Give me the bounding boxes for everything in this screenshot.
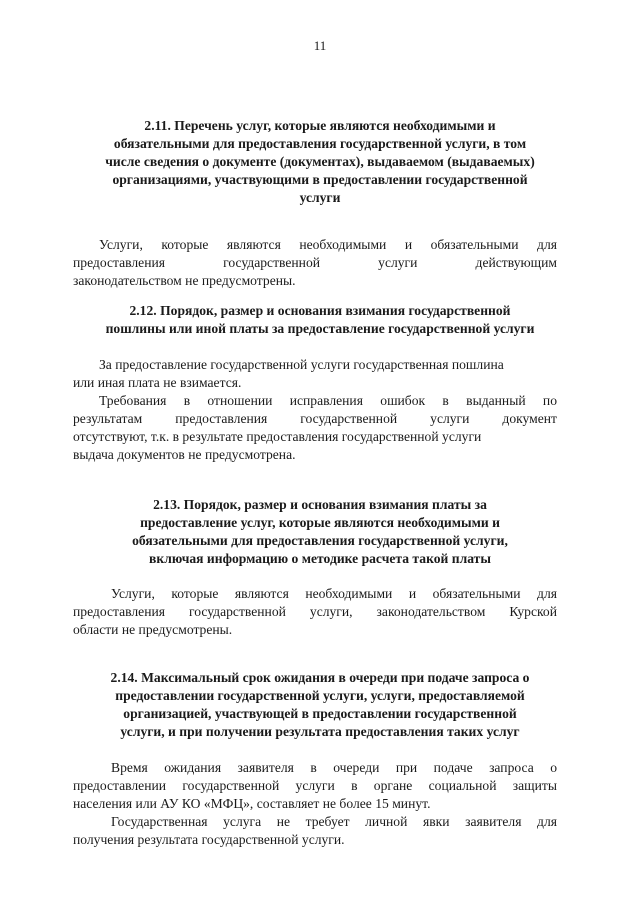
title-line: обязательными для предоставления государственной услуги, в том [113,136,527,151]
title-line: 2.12. Порядок, размер и основания взимания государственной [129,303,511,318]
section-2-12-title [60,302,580,338]
section-2-12-paragraph-1 [73,356,557,392]
text-line: области не предусмотрены. [73,622,233,637]
title-line: включая информацию о методике расчета такой платы [149,551,491,566]
text-line: отсутствуют, т.к. в результате предоставления государственной услуги [73,429,482,444]
text-line: Государственная услуга не требует личной явки заявителя для [111,814,557,829]
text-line: Требования в отношении исправления ошибок в выданный по [99,393,557,408]
section-2-13-text [73,585,557,639]
title-line: услуги, и при получении результата предоставления таких услуг [120,724,520,739]
text-line: результатам предоставления государственной услуги документ [73,411,557,426]
title-line: 2.14. Максимальный срок ожидания в очереди при подаче запроса о [110,670,530,685]
title-line: 2.11. Перечень услуг, которые являются необходимыми и [144,118,496,133]
text-line: выдача документов не предусмотрена. [73,447,296,462]
title-line: пошлины или иной платы за предоставление государственной услуги [105,321,535,336]
section-2-13-title [60,496,580,568]
text-line: предоставления государственной услуги действующим [73,255,557,270]
text-line: Время ожидания заявителя в очереди при подаче запроса о [111,760,557,775]
text-line: предоставления государственной услуги, законодательством Курской [73,604,557,619]
page-number: 11 [313,38,327,53]
title-line: организацией, участвующей в предоставлении государственной [123,706,517,721]
text-line: или иная плата не взимается. [73,375,242,390]
section-2-14-title [60,669,580,741]
section-2-14-paragraph-2 [73,813,557,849]
title-line: предоставлении государственной услуги, услуги, предоставляемой [115,688,525,703]
title-line: предоставление услуг, которые являются необходимыми и [140,515,500,530]
text-line: Услуги, которые являются необходимыми и обязательными для [99,237,557,252]
text-line: населения или АУ КО «МФЦ», составляет не более 15 минут. [73,796,431,811]
text-line: законодательством не предусмотрены. [73,273,296,288]
title-line: обязательными для предоставления государственной услуги, [132,533,508,548]
title-line: организациями, участвующими в предоставлении государственной [112,172,528,187]
section-2-14-paragraph-1 [73,759,557,813]
section-2-11-text [73,236,557,290]
text-line: получения результата государственной услуги. [73,832,345,847]
section-2-12-paragraph-2 [73,392,557,464]
text-line: предоставлении государственной услуги в органе социальной защиты [73,778,557,793]
section-2-11-title [60,117,580,207]
text-line: За предоставление государственной услуги государственная пошлина [99,357,504,372]
title-line: числе сведения о документе (документах), выдаваемом (выдаваемых) [105,154,535,169]
title-line: 2.13. Порядок, размер и основания взимания платы за [153,497,487,512]
text-line: Услуги, которые являются необходимыми и обязательными для [111,586,557,601]
title-line: услуги [299,190,341,205]
